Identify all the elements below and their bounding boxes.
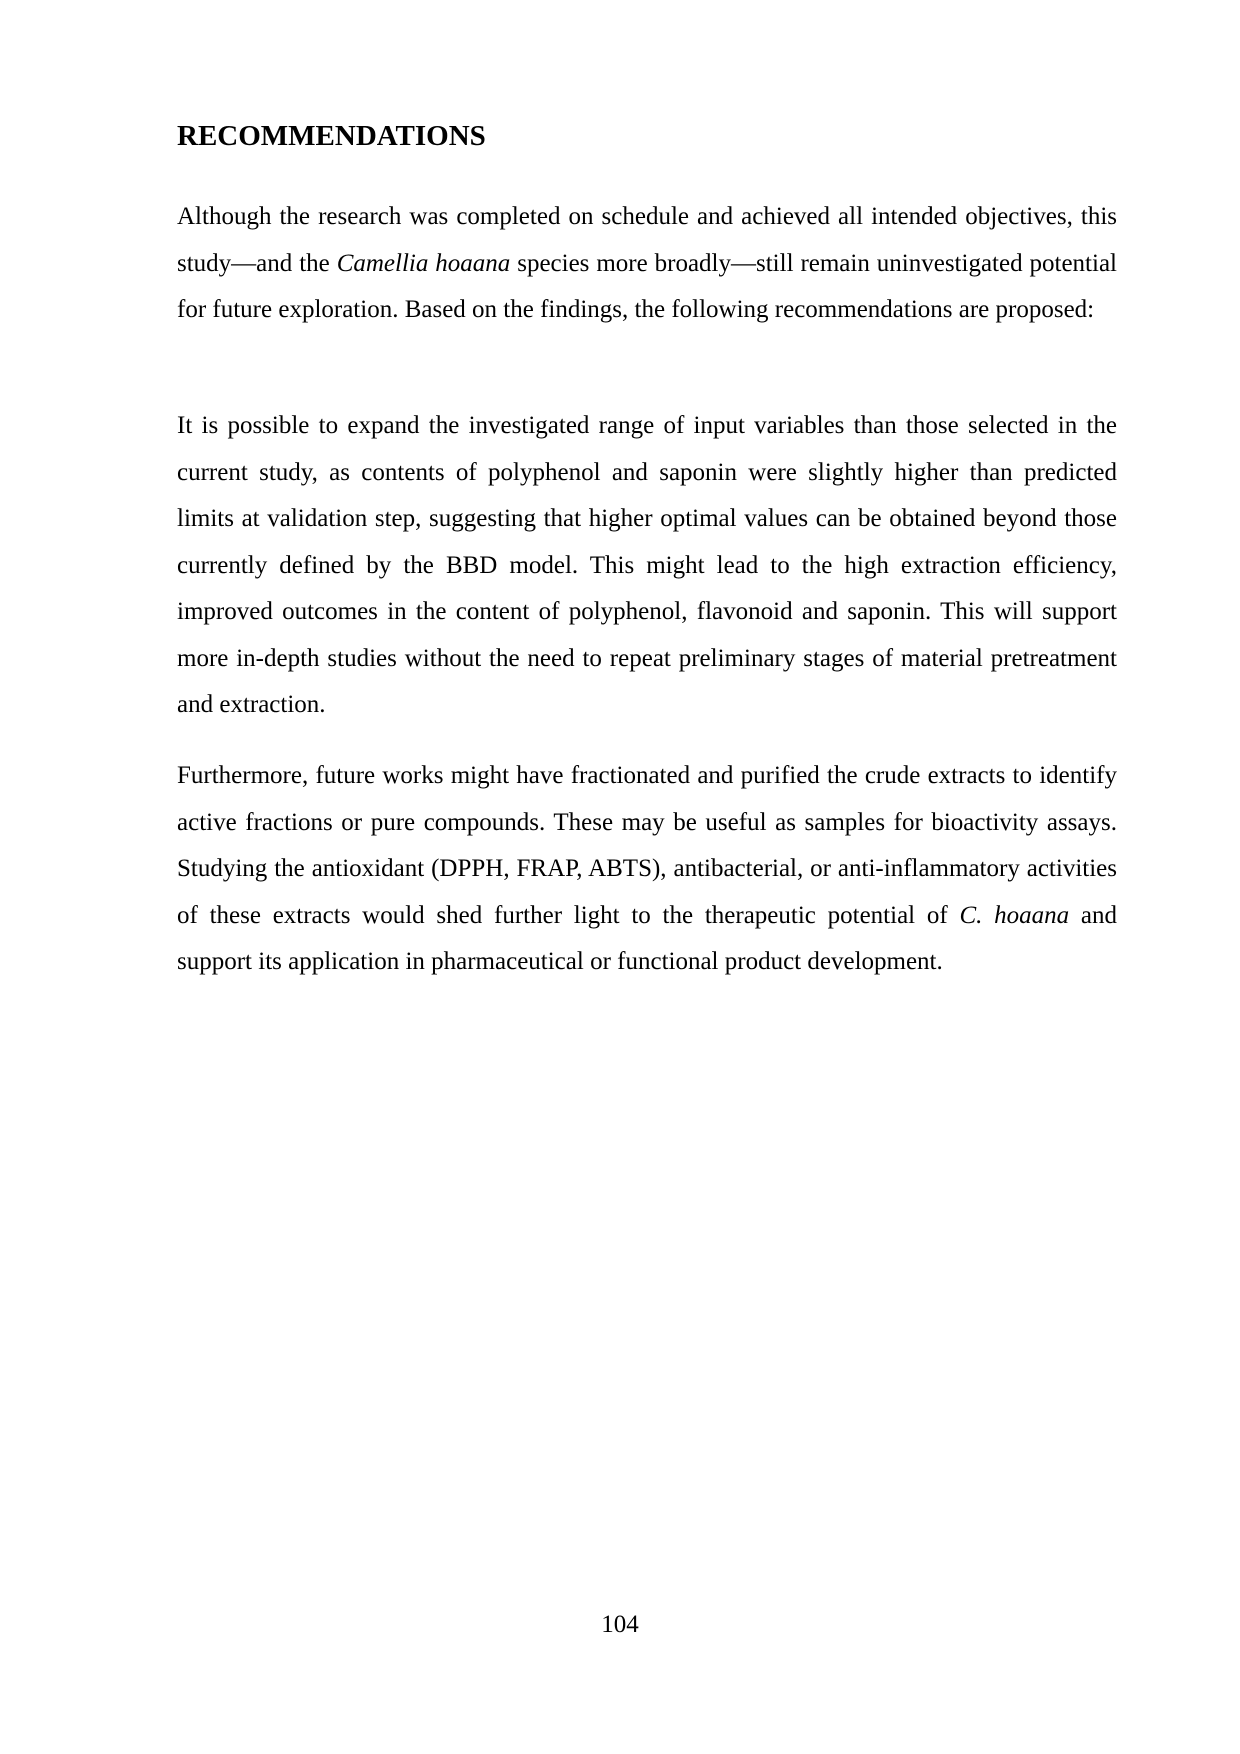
paragraph-future-works-text-2: and support its application in pharmaceutical or functional product development. bbox=[177, 901, 1117, 975]
section-heading: RECOMMENDATIONS bbox=[177, 120, 486, 152]
paragraph-intro-text-2: species more broadly—still remain uninvestigated potential for future exploration. Based on the findings, the following recommendations are proposed: bbox=[177, 249, 1117, 323]
paragraph-intro bbox=[177, 194, 1117, 334]
species-name-italic: Camellia hoaana bbox=[336, 249, 511, 277]
paragraph-future-works bbox=[177, 753, 1117, 986]
page-number: 104 bbox=[601, 1611, 639, 1638]
paragraph-expand-range: It is possible to expand the investigated range of input variables than those selected in the current study, as contents of polyphenol and saponin were slightly higher than predicted limits at validation step, suggesting that higher optimal values can be obtained beyond those currently defined by the BBD model. This might lead to the high extraction efficiency, improved outcomes in the content of polyphenol, flavonoid and saponin. This will support more in-depth studies without the need to repeat preliminary stages of material pretreatment and extraction. bbox=[177, 412, 1117, 718]
paragraph-future-works-text-1: Furthermore, future works might have fractionated and purified the crude extracts to identify active fractions or pure compounds. These may be useful as samples for bioactivity assays. Studying the antioxidant (DPPH, FRAP, ABTS), antibacterial, or anti-inflammatory activities of these extracts would shed further light to the therapeutic potential of bbox=[177, 762, 1117, 929]
paragraph-intro-text-1: Although the research was completed on schedule and achieved all intended objectives, this study—and the bbox=[177, 203, 1117, 277]
species-abbrev-italic: C. hoaana bbox=[959, 901, 1070, 929]
